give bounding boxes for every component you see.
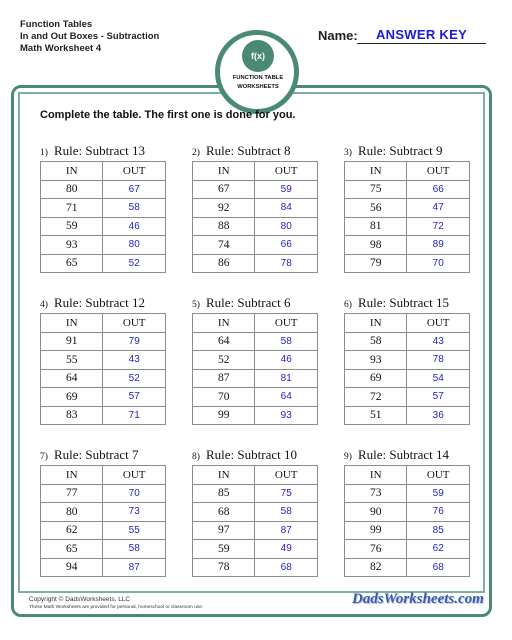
table-header-row bbox=[193, 162, 318, 181]
output-answer: 79 bbox=[103, 332, 166, 351]
output-answer: 70 bbox=[407, 254, 470, 273]
table-row bbox=[41, 484, 166, 503]
output-answer: 72 bbox=[407, 217, 470, 236]
table-row bbox=[193, 351, 318, 370]
function-table bbox=[192, 161, 318, 273]
function-icon: f(x) bbox=[242, 40, 274, 72]
input-value: 69 bbox=[41, 388, 103, 407]
problem-rule bbox=[344, 142, 504, 160]
table-row bbox=[345, 369, 470, 388]
table-header-row bbox=[41, 314, 166, 333]
input-value: 80 bbox=[41, 503, 103, 522]
copyright: Copyright © DadsWorksheets, LLC bbox=[29, 596, 131, 603]
problem-rule bbox=[40, 142, 200, 160]
logo-text-line1: FUNCTION TABLE bbox=[232, 75, 284, 81]
problem-rule bbox=[192, 294, 352, 312]
input-value: 77 bbox=[41, 484, 103, 503]
column-header-in: IN bbox=[193, 314, 255, 333]
input-value: 76 bbox=[345, 540, 407, 559]
output-answer: 68 bbox=[255, 558, 318, 577]
function-table bbox=[40, 313, 166, 425]
input-value: 51 bbox=[345, 406, 407, 425]
function-table bbox=[344, 161, 470, 273]
table-row bbox=[193, 521, 318, 540]
column-header-in: IN bbox=[345, 314, 407, 333]
column-header-out: OUT bbox=[103, 162, 166, 181]
output-answer: 85 bbox=[407, 521, 470, 540]
output-answer: 57 bbox=[407, 388, 470, 407]
table-row bbox=[345, 503, 470, 522]
function-table bbox=[344, 313, 470, 425]
table-row bbox=[345, 558, 470, 577]
input-value: 99 bbox=[193, 406, 255, 425]
table-row bbox=[193, 332, 318, 351]
table-row bbox=[41, 236, 166, 255]
table-row bbox=[41, 521, 166, 540]
input-value: 65 bbox=[41, 540, 103, 559]
input-value: 55 bbox=[41, 351, 103, 370]
output-answer: 87 bbox=[103, 558, 166, 577]
column-header-in: IN bbox=[193, 162, 255, 181]
input-value: 81 bbox=[345, 217, 407, 236]
input-value: 99 bbox=[345, 521, 407, 540]
table-row bbox=[345, 484, 470, 503]
table-row bbox=[41, 180, 166, 199]
problem-rule bbox=[40, 294, 200, 312]
table-row bbox=[41, 351, 166, 370]
input-value: 90 bbox=[345, 503, 407, 522]
function-table bbox=[192, 313, 318, 425]
output-answer: 59 bbox=[407, 484, 470, 503]
output-answer: 57 bbox=[103, 388, 166, 407]
table-row bbox=[193, 217, 318, 236]
table-row bbox=[345, 540, 470, 559]
instructions: Complete the table. The first one is done for you. bbox=[40, 109, 296, 121]
function-table bbox=[344, 465, 470, 577]
output-answer: 80 bbox=[255, 217, 318, 236]
output-answer: 47 bbox=[407, 199, 470, 218]
rule-text: Rule: Subtract 6 bbox=[206, 295, 291, 310]
table-row bbox=[41, 388, 166, 407]
output-answer: 36 bbox=[407, 406, 470, 425]
column-header-in: IN bbox=[345, 162, 407, 181]
table-row bbox=[193, 484, 318, 503]
output-answer: 66 bbox=[407, 180, 470, 199]
logo-text-line2: WORKSHEETS bbox=[237, 84, 279, 90]
problem-number: 5) bbox=[192, 300, 200, 310]
name-answer-key: ANSWER KEY bbox=[357, 27, 486, 44]
problem-number: 8) bbox=[192, 452, 200, 462]
column-header-out: OUT bbox=[407, 466, 470, 485]
output-answer: 62 bbox=[407, 540, 470, 559]
worksheet-subtitle: In and Out Boxes - Subtraction bbox=[20, 31, 160, 42]
output-answer: 46 bbox=[255, 351, 318, 370]
table-header-row bbox=[345, 162, 470, 181]
input-value: 70 bbox=[193, 388, 255, 407]
output-answer: 78 bbox=[407, 351, 470, 370]
input-value: 64 bbox=[41, 369, 103, 388]
output-answer: 52 bbox=[103, 369, 166, 388]
column-header-in: IN bbox=[41, 162, 103, 181]
logo-badge bbox=[219, 34, 295, 110]
column-header-out: OUT bbox=[103, 314, 166, 333]
table-header-row bbox=[193, 314, 318, 333]
column-header-in: IN bbox=[41, 466, 103, 485]
name-label: Name: bbox=[318, 28, 358, 43]
input-value: 56 bbox=[345, 199, 407, 218]
input-value: 98 bbox=[345, 236, 407, 255]
input-value: 78 bbox=[193, 558, 255, 577]
input-value: 88 bbox=[193, 217, 255, 236]
problem-number: 2) bbox=[192, 148, 200, 158]
table-row bbox=[193, 540, 318, 559]
input-value: 74 bbox=[193, 236, 255, 255]
input-value: 73 bbox=[345, 484, 407, 503]
output-answer: 87 bbox=[255, 521, 318, 540]
worksheet-header bbox=[20, 19, 159, 55]
input-value: 86 bbox=[193, 254, 255, 273]
problem-rule bbox=[192, 142, 352, 160]
output-answer: 59 bbox=[255, 180, 318, 199]
table-row bbox=[193, 199, 318, 218]
column-header-out: OUT bbox=[255, 466, 318, 485]
table-row bbox=[345, 351, 470, 370]
table-row bbox=[41, 332, 166, 351]
table-row bbox=[345, 236, 470, 255]
output-answer: 89 bbox=[407, 236, 470, 255]
rule-text: Rule: Subtract 7 bbox=[54, 447, 139, 462]
output-answer: 67 bbox=[103, 180, 166, 199]
table-row bbox=[345, 180, 470, 199]
worksheet-title: Function Tables bbox=[20, 19, 93, 30]
input-value: 93 bbox=[345, 351, 407, 370]
table-row bbox=[193, 180, 318, 199]
table-row bbox=[345, 388, 470, 407]
input-value: 75 bbox=[345, 180, 407, 199]
column-header-out: OUT bbox=[255, 314, 318, 333]
table-row bbox=[345, 406, 470, 425]
problem-number: 7) bbox=[40, 452, 48, 462]
output-answer: 52 bbox=[103, 254, 166, 273]
output-answer: 80 bbox=[103, 236, 166, 255]
table-row bbox=[345, 521, 470, 540]
input-value: 91 bbox=[41, 332, 103, 351]
table-row bbox=[193, 254, 318, 273]
input-value: 69 bbox=[345, 369, 407, 388]
input-value: 67 bbox=[193, 180, 255, 199]
output-answer: 46 bbox=[103, 217, 166, 236]
output-answer: 66 bbox=[255, 236, 318, 255]
input-value: 59 bbox=[193, 540, 255, 559]
table-row bbox=[41, 254, 166, 273]
output-answer: 73 bbox=[103, 503, 166, 522]
table-header-row bbox=[345, 466, 470, 485]
rule-text: Rule: Subtract 12 bbox=[54, 295, 145, 310]
output-answer: 64 bbox=[255, 388, 318, 407]
problem-number: 1) bbox=[40, 148, 48, 158]
output-answer: 68 bbox=[407, 558, 470, 577]
brand-logo: DadsWorksheets.com bbox=[352, 591, 484, 607]
rule-text: Rule: Subtract 13 bbox=[54, 143, 145, 158]
column-header-in: IN bbox=[345, 466, 407, 485]
rule-text: Rule: Subtract 14 bbox=[358, 447, 449, 462]
table-header-row bbox=[193, 466, 318, 485]
input-value: 72 bbox=[345, 388, 407, 407]
column-header-out: OUT bbox=[407, 314, 470, 333]
table-row bbox=[345, 217, 470, 236]
function-table bbox=[40, 161, 166, 273]
table-row bbox=[41, 199, 166, 218]
input-value: 83 bbox=[41, 406, 103, 425]
input-value: 93 bbox=[41, 236, 103, 255]
input-value: 97 bbox=[193, 521, 255, 540]
function-table bbox=[192, 465, 318, 577]
problem-rule bbox=[344, 294, 504, 312]
rule-text: Rule: Subtract 8 bbox=[206, 143, 291, 158]
table-row bbox=[41, 369, 166, 388]
problem-number: 9) bbox=[344, 452, 352, 462]
problem-rule bbox=[192, 446, 352, 464]
problem-number: 3) bbox=[344, 148, 352, 158]
output-answer: 70 bbox=[103, 484, 166, 503]
input-value: 62 bbox=[41, 521, 103, 540]
output-answer: 58 bbox=[255, 332, 318, 351]
table-row bbox=[41, 406, 166, 425]
output-answer: 43 bbox=[103, 351, 166, 370]
table-row bbox=[193, 236, 318, 255]
input-value: 58 bbox=[345, 332, 407, 351]
table-row bbox=[193, 558, 318, 577]
rule-text: Rule: Subtract 9 bbox=[358, 143, 443, 158]
column-header-out: OUT bbox=[255, 162, 318, 181]
problem-rule bbox=[40, 446, 200, 464]
table-row bbox=[193, 369, 318, 388]
input-value: 71 bbox=[41, 199, 103, 218]
table-header-row bbox=[41, 162, 166, 181]
input-value: 94 bbox=[41, 558, 103, 577]
worksheet-number: Math Worksheet 4 bbox=[20, 43, 102, 54]
function-table-logo bbox=[215, 30, 299, 114]
input-value: 52 bbox=[193, 351, 255, 370]
input-value: 79 bbox=[345, 254, 407, 273]
table-row bbox=[41, 540, 166, 559]
table-row bbox=[193, 388, 318, 407]
output-answer: 58 bbox=[255, 503, 318, 522]
table-row bbox=[345, 199, 470, 218]
rule-text: Rule: Subtract 15 bbox=[358, 295, 449, 310]
output-answer: 43 bbox=[407, 332, 470, 351]
column-header-out: OUT bbox=[407, 162, 470, 181]
function-table bbox=[40, 465, 166, 577]
input-value: 87 bbox=[193, 369, 255, 388]
output-answer: 75 bbox=[255, 484, 318, 503]
input-value: 82 bbox=[345, 558, 407, 577]
input-value: 64 bbox=[193, 332, 255, 351]
column-header-out: OUT bbox=[103, 466, 166, 485]
problem-number: 4) bbox=[40, 300, 48, 310]
table-row bbox=[345, 254, 470, 273]
input-value: 68 bbox=[193, 503, 255, 522]
problem-number: 6) bbox=[344, 300, 352, 310]
table-row bbox=[345, 332, 470, 351]
input-value: 59 bbox=[41, 217, 103, 236]
output-answer: 55 bbox=[103, 521, 166, 540]
usage-note: These Math Worksheets are provided for personal, homeschool or classroom use. bbox=[29, 605, 204, 610]
output-answer: 54 bbox=[407, 369, 470, 388]
output-answer: 58 bbox=[103, 540, 166, 559]
input-value: 85 bbox=[193, 484, 255, 503]
table-row bbox=[41, 558, 166, 577]
rule-text: Rule: Subtract 10 bbox=[206, 447, 297, 462]
output-answer: 78 bbox=[255, 254, 318, 273]
input-value: 80 bbox=[41, 180, 103, 199]
output-answer: 49 bbox=[255, 540, 318, 559]
output-answer: 71 bbox=[103, 406, 166, 425]
table-row bbox=[41, 217, 166, 236]
name-block bbox=[318, 28, 488, 48]
column-header-in: IN bbox=[193, 466, 255, 485]
table-row bbox=[193, 503, 318, 522]
output-answer: 84 bbox=[255, 199, 318, 218]
table-row bbox=[193, 406, 318, 425]
problem-rule bbox=[344, 446, 504, 464]
input-value: 65 bbox=[41, 254, 103, 273]
output-answer: 58 bbox=[103, 199, 166, 218]
table-row bbox=[41, 503, 166, 522]
table-header-row bbox=[41, 466, 166, 485]
input-value: 92 bbox=[193, 199, 255, 218]
output-answer: 81 bbox=[255, 369, 318, 388]
output-answer: 76 bbox=[407, 503, 470, 522]
column-header-in: IN bbox=[41, 314, 103, 333]
output-answer: 93 bbox=[255, 406, 318, 425]
table-header-row bbox=[345, 314, 470, 333]
